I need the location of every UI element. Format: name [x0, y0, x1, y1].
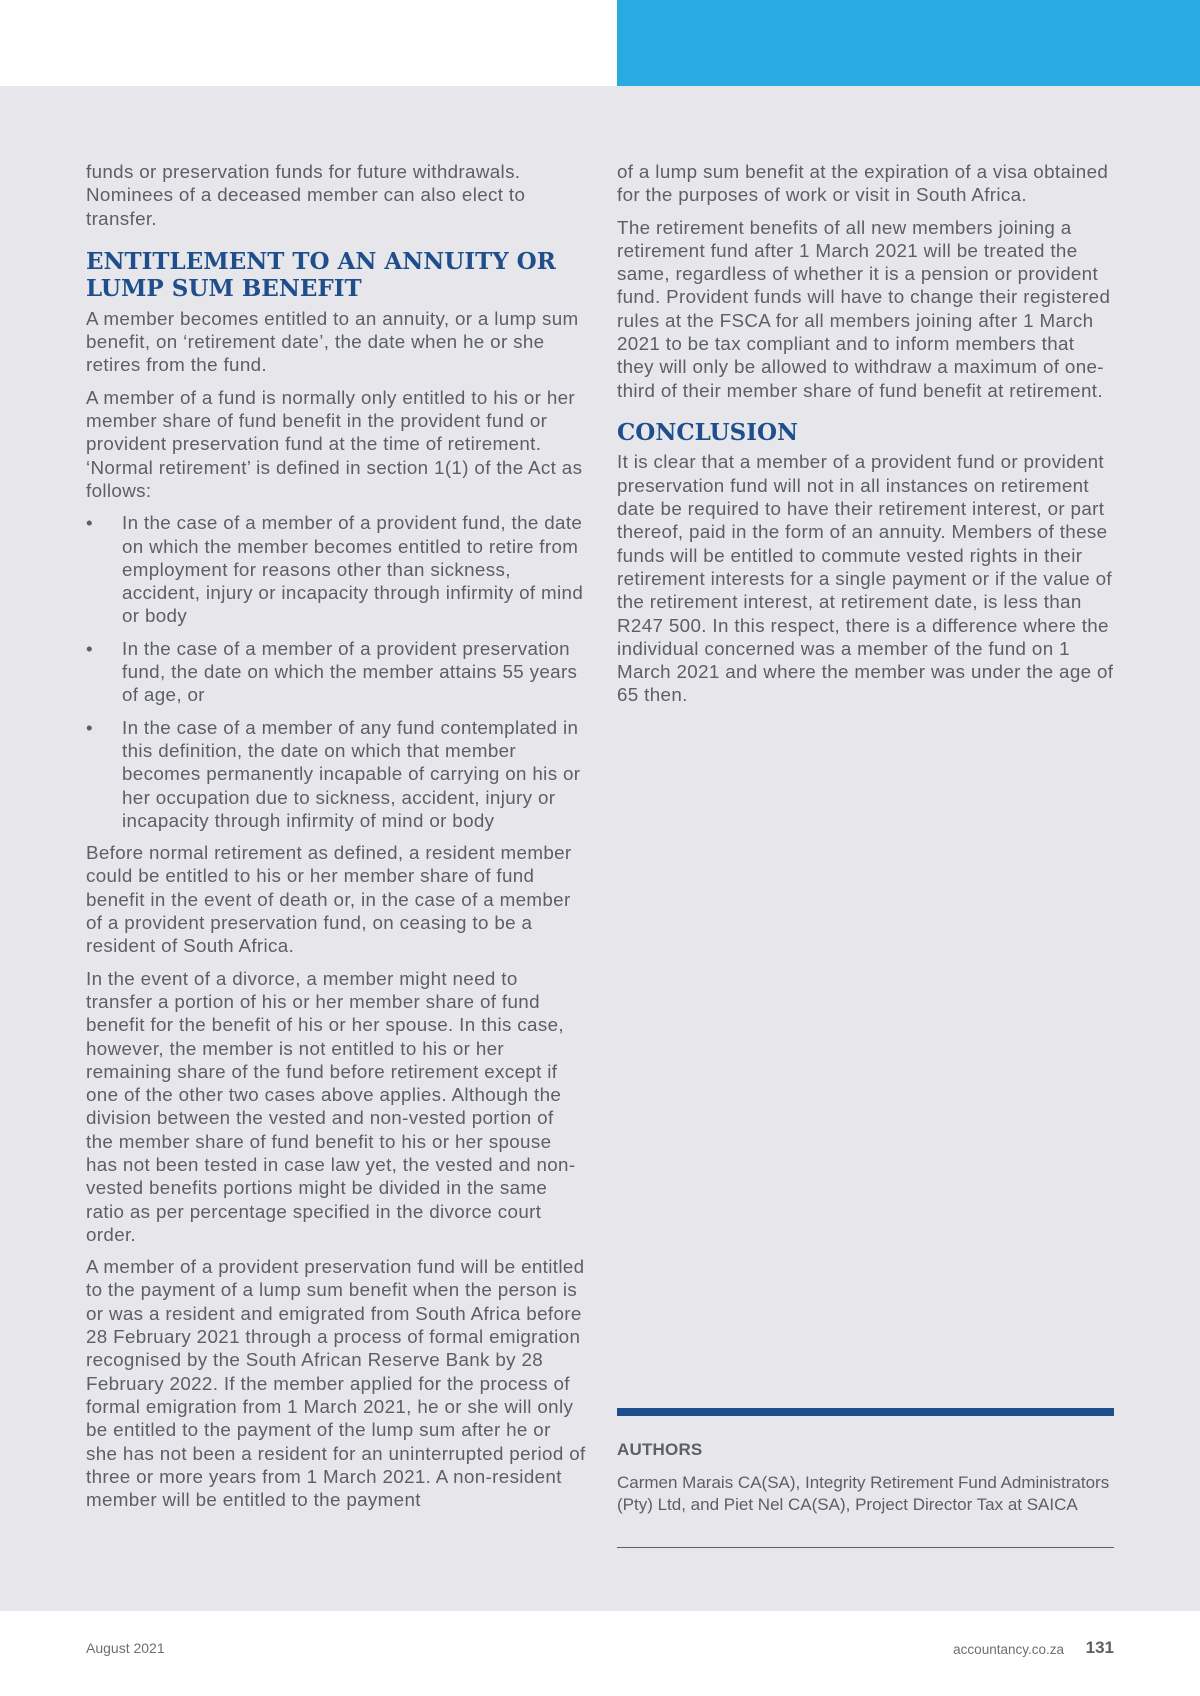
- paragraph-divorce: In the event of a divorce, a member might need to transfer a portion of his or her member share of fund benefit for the benefit of his or her spouse. In this case, however, the member is not entitled to his or her remaining share of the fund before retirement except if one of the other two cases above applies. Although the division between the vested and non-vested portion of the member share of fund benefit to his or her spouse has not been tested in case law yet, the vested and non-vested benefits portions might be divided in the same ratio as per percentage specified in the divorce court order.: [86, 967, 576, 1245]
- footer-site-link[interactable]: accountancy.co.za: [953, 1642, 1064, 1657]
- page-footer: [0, 1611, 1200, 1696]
- list-item: [86, 511, 586, 627]
- paragraph-new-members: The retirement benefits of all new members joining a retirement fund after 1 March 2021 will be treated the same, regardless of whether it is a pension or provident fund. Provident funds will have to change their registered rules at the FSCA for all members joining after 1 March 2021 to be tax compliant and to inform members that they will only be allowed to withdraw a maximum of one-third of their member share of fund benefit at retirement.: [617, 216, 1111, 401]
- header-blue-band: [617, 0, 1200, 86]
- list-item: [86, 716, 586, 832]
- list-item: [86, 637, 586, 707]
- header-white-band: [0, 0, 617, 86]
- authors-bottom-rule: [617, 1547, 1114, 1548]
- list-item-text: In the case of a member of a provident preservation fund, the date on which the member attains 55 years of age, or: [122, 637, 578, 706]
- bullet-dot-icon: •: [86, 512, 93, 534]
- list-item-text: In the case of a member of a provident fund, the date on which the member becomes entitled to retire from employment for reasons other than sickness, accident, injury or incapacity through infirmity of mind or body: [122, 512, 584, 627]
- paragraph-emigration: A member of a provident preservation fund will be entitled to the payment of a lump sum benefit when the person is or was a resident and emigrated from South Africa before 28 February 2021 through a process of formal emigration recognised by the South African Reserve Bank by 28 February 2022. If the member applied for the process of formal emigration from 1 March 2021, he or she will only be entitled to the payment of the lump sum after he or she has not been a resident for an uninterrupted period of three or more years from 1 March 2021. A non-resident member will be entitled to the payment: [86, 1256, 586, 1511]
- paragraph-before-retirement: Before normal retirement as defined, a resident member could be entitled to his or her member share of fund benefit in the event of death or, in the case of a member of a provident preservation fund, on ceasing to be a resident of South Africa.: [86, 842, 572, 957]
- heading-entitlement: ENTITLEMENT TO AN ANNUITY OR LUMP SUM BENEFIT: [86, 247, 556, 303]
- right-column: [617, 160, 1114, 716]
- paragraph-entitled: A member becomes entitled to an annuity, or a lump sum benefit, on ‘retirement date’, the date when he or she retires from the fund.: [86, 307, 579, 376]
- bullet-dot-icon: •: [86, 716, 93, 738]
- list-item-text: In the case of a member of any fund contemplated in this definition, the date on which that member becomes permanently incapable of carrying on his or her occupation due to sickness, accident, injury or incapacity through infirmity of mind or body: [122, 716, 581, 831]
- bullet-dot-icon: •: [86, 637, 93, 659]
- paragraph-visa: of a lump sum benefit at the expiration of a visa obtained for the purposes of work or visit in South Africa.: [617, 161, 1109, 206]
- page-number: 131: [1085, 1638, 1114, 1657]
- authors-box: [617, 1408, 1114, 1515]
- left-column: [86, 160, 586, 1520]
- paragraph-normal-retirement: A member of a fund is normally only entitled to his or her member share of fund benefit in the provident fund or provident preservation fund at the time of retirement. ‘Normal retirement’ is defined in section 1(1) of the Act as follows:: [86, 386, 583, 501]
- footer-date: August 2021: [86, 1640, 165, 1656]
- authors-text: Carmen Marais CA(SA), Integrity Retirement Fund Administrators (Pty) Ltd, and Piet Nel CA(SA), Project Director Tax at SAICA: [617, 1473, 1110, 1514]
- heading-conclusion: CONCLUSION: [617, 418, 799, 446]
- paragraph-intro: funds or preservation funds for future withdrawals. Nominees of a deceased member can also elect to transfer.: [86, 161, 526, 229]
- paragraph-conclusion: It is clear that a member of a provident fund or provident preservation fund will not in all instances on retirement date be required to have their retirement interest, or part thereof, paid in the form of an annuity. Members of these funds will be entitled to commute vested rights in their retirement interests for a single payment or if the value of the retirement interest, at retirement date, is less than R247 500. In this respect, there is a difference where the individual concerned was a member of the fund on 1 March 2021 and where the member was under the age of 65 then.: [617, 451, 1114, 706]
- authors-divider-bar: [617, 1408, 1114, 1416]
- authors-title: AUTHORS: [617, 1440, 703, 1459]
- bullet-list: [86, 511, 586, 832]
